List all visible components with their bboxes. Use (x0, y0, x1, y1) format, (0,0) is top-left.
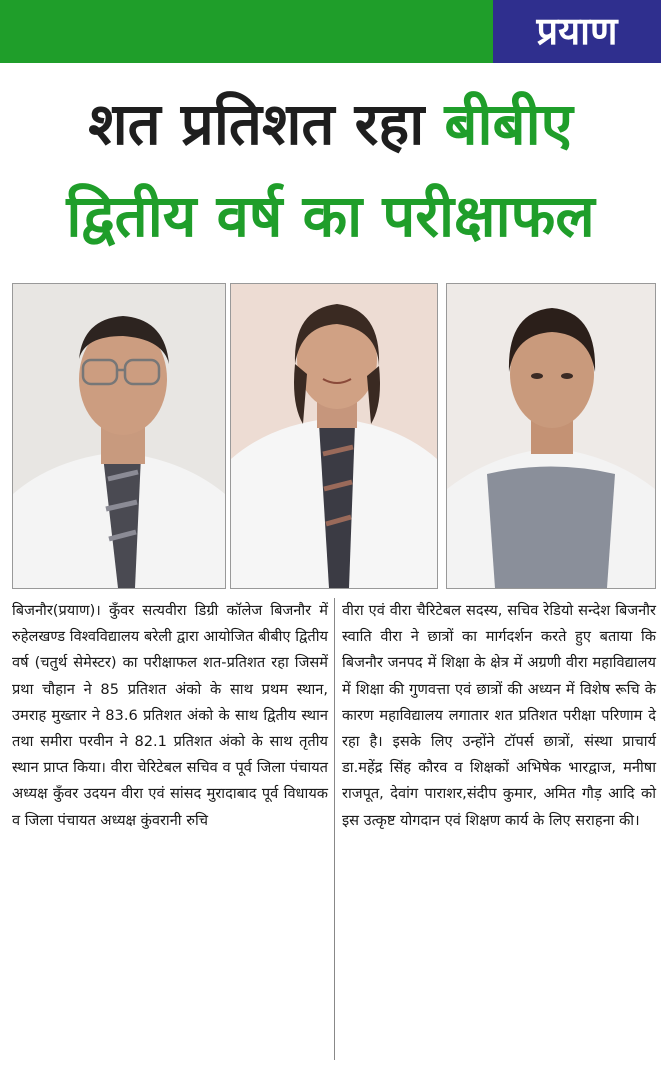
headline-line-1 (0, 86, 661, 162)
student-photo-3 (446, 283, 656, 589)
article-column-2: वीरा एवं वीरा चैरिटेबल सदस्य, सचिव रेडियो सन्देश बिजनौर स्वाति वीरा ने छात्रों का मार्गदर्शन करते हुए बताया कि बिजनौर जनपद में शिक्षा के क्षेत्र में अग्रणी वीरा महाविद्यालय में शिक्षा की गुणवत्ता एवं छात्रों की अध्यन में विशेष रूचि के कारण महाविद्यालय लगातार शत प्रतिशत परीक्षा परिणाम दे रहा है। इसके लिए उन्होंने टॉपर्स छात्रों, संस्था प्राचार्य डा.महेंद्र सिंह कौरव व शिक्षकों अभिषेक भारद्वाज, मनीषा राजपूत, देवांग पाराशर,संदीप कुमार, अमित गौड़ आदि को इस उत्कृष्ट योगदान एवं शिक्षण कार्य के लिए सराहना की। (342, 602, 656, 829)
article-column-1: बिजनौर(प्रयाण)। कुँवर सत्यवीरा डिग्री कॉलेज बिजनौर में रुहेलखण्ड विश्वविद्यालय बरेली द्वारा आयोजित बीबीए द्वितीय वर्ष (चतुर्थ सेमेस्टर) का परीक्षाफल शत-प्रतिशत रहा जिसमें प्रथा चौहान ने 85 प्रतिशत अंको के साथ प्रथम स्थान, उमराह मुख्तार ने 83.6 प्रतिशत अंको के साथ द्वितीय स्थान तथा समीरा परवीन ने 82.1 प्रतिशत अंको के साथ तृतीय स्थान प्राप्त किया। वीरा चेरिटेबल सचिव व पूर्व जिला पंचायत अध्यक्ष कुँवर उदयन वीरा एवं सांसद मुरादाबाद पूर्व विधायक व जिला पंचायत अध्यक्ष कुंवरानी रुचि (12, 602, 328, 829)
headline-line-2: द्वितीय वर्ष का परीक्षाफल (66, 182, 595, 250)
column-divider (334, 598, 335, 1060)
headline-dark-text: शत प्रतिशत रहा (88, 90, 425, 158)
headline-green-text: बीबीए (444, 90, 573, 158)
brand-logo: प्रयाण (493, 0, 661, 63)
student-photo-2 (230, 283, 438, 589)
student-photo-1 (12, 283, 226, 589)
